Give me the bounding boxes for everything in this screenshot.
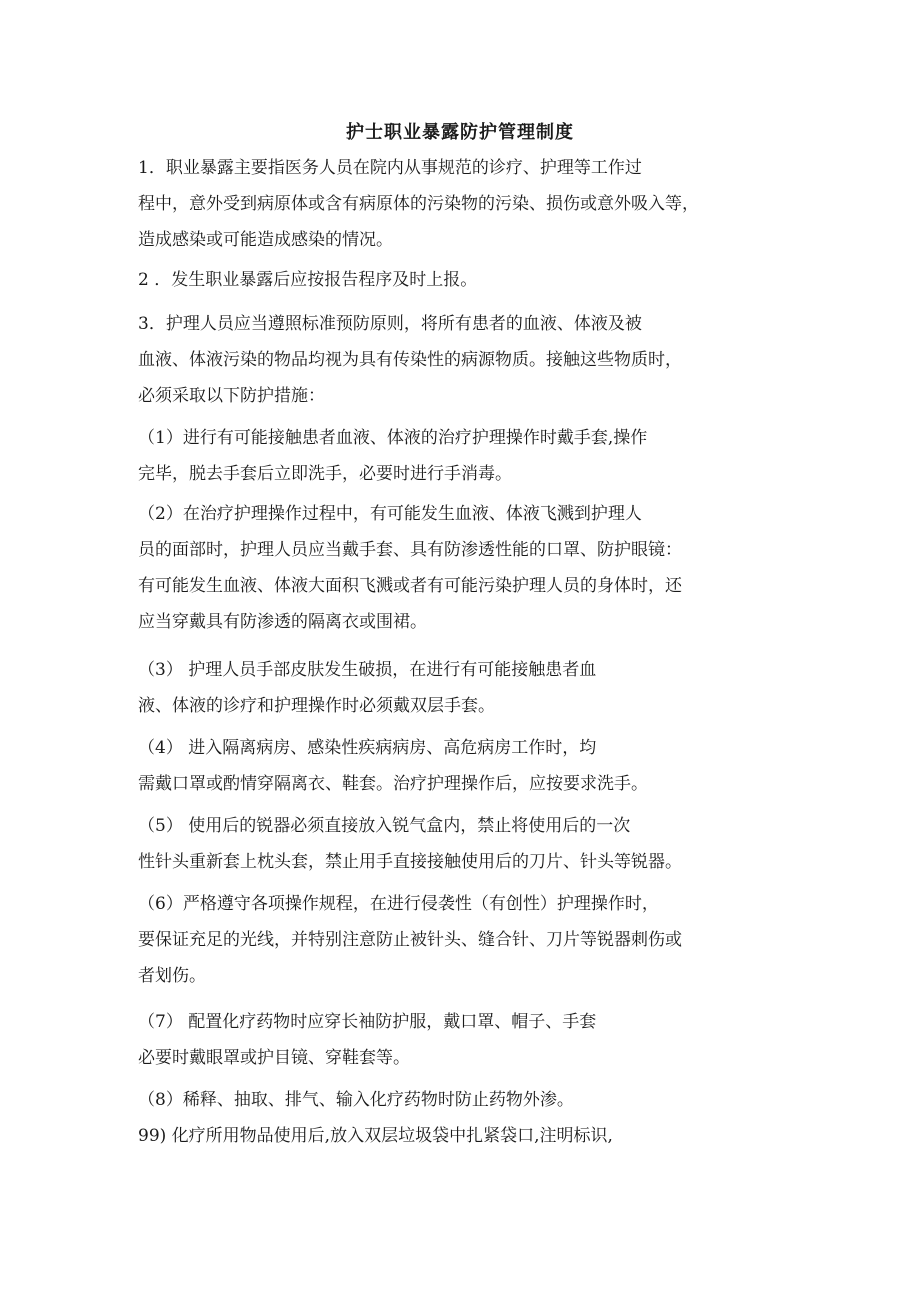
paragraph-line: 有可能发生血液、体液大面积飞溅或者有可能污染护理人员的身体时，还 — [138, 576, 682, 596]
paragraph-line: 3．护理人员应当遵照标准预防原则，将所有患者的血液、体液及被 — [138, 314, 642, 334]
paragraph-line: 1．职业暴露主要指医务人员在院内从事规范的诊疗、护理等工作过 — [138, 158, 642, 178]
paragraph-line: （2）在治疗护理操作过程中，有可能发生血液、体液飞溅到护理人 — [138, 504, 642, 524]
paragraph-9 — [138, 886, 798, 994]
paragraph-line: （3） 护理人员手部皮肤发生破损，在进行有可能接触患者血 — [138, 660, 597, 680]
paragraph-line: 员的面部时，护理人员应当戴手套、具有防渗透性能的口罩、防护眼镜： — [138, 540, 682, 560]
paragraph-2 — [138, 262, 798, 298]
paragraph-line: 程中，意外受到病原体或含有病原体的污染物的污染、损伤或意外吸入等， — [138, 194, 699, 214]
paragraph-10 — [138, 1004, 798, 1076]
paragraph-5 — [138, 496, 798, 640]
paragraph-7 — [138, 730, 798, 802]
paragraph-line: （4） 进入隔离病房、感染性疾病病房、高危病房工作时，均 — [138, 738, 597, 758]
paragraph-line: （6）严格遵守各项操作规程，在进行侵袭性（有创性）护理操作时， — [138, 894, 659, 914]
paragraph-line: 血液、体液污染的物品均视为具有传染性的病源物质。接触这些物质时， — [138, 350, 682, 370]
paragraph-4 — [138, 420, 798, 492]
paragraph-line: （8）稀释、抽取、排气、输入化疗药物时防止药物外渗。 — [138, 1090, 574, 1110]
paragraph-line: 2 ．发生职业暴露后应按报告程序及时上报。 — [138, 270, 478, 290]
paragraph-line: 液、体液的诊疗和护理操作时必须戴双层手套。 — [138, 696, 495, 716]
paragraph-line: 者划伤。 — [138, 966, 206, 986]
paragraph-line: （5） 使用后的锐器必须直接放入锐气盒内，禁止将使用后的一次 — [138, 816, 631, 836]
paragraph-line: 必须采取以下防护措施： — [138, 386, 325, 406]
paragraph-line: 需戴口罩或酌情穿隔离衣、鞋套。治疗护理操作后，应按要求洗手。 — [138, 774, 648, 794]
paragraph-12 — [138, 1118, 798, 1154]
paragraph-line: 造成感染或可能造成感染的情况。 — [138, 230, 393, 250]
paragraph-line: 要保证充足的光线，并特别注意防止被针头、缝合针、刀片等锐器刺伤或 — [138, 930, 682, 950]
paragraph-line: （1）进行有可能接触患者血液、体液的治疗护理操作时戴手套,操作 — [138, 428, 648, 448]
paragraph-3 — [138, 306, 798, 414]
paragraph-1 — [138, 150, 798, 258]
paragraph-11 — [138, 1082, 798, 1118]
paragraph-6 — [138, 652, 798, 724]
paragraph-line: 性针头重新套上枕头套，禁止用手直接接触使用后的刀片、针头等锐器。 — [138, 852, 682, 872]
paragraph-line: 应当穿戴具有防渗透的隔离衣或围裙。 — [138, 612, 427, 632]
paragraph-line: 完毕，脱去手套后立即洗手，必要时进行手消毒。 — [138, 464, 512, 484]
document-title: 护士职业暴露防护管理制度 — [346, 122, 574, 143]
paragraph-line: 必要时戴眼罩或护目镜、穿鞋套等。 — [138, 1048, 410, 1068]
paragraph-8 — [138, 808, 798, 880]
paragraph-line: （7） 配置化疗药物时应穿长袖防护服，戴口罩、帽子、手套 — [138, 1012, 597, 1032]
paragraph-line: 99) 化疗所用物品使用后,放入双层垃圾袋中扎紧袋口,注明标识, — [138, 1126, 613, 1146]
